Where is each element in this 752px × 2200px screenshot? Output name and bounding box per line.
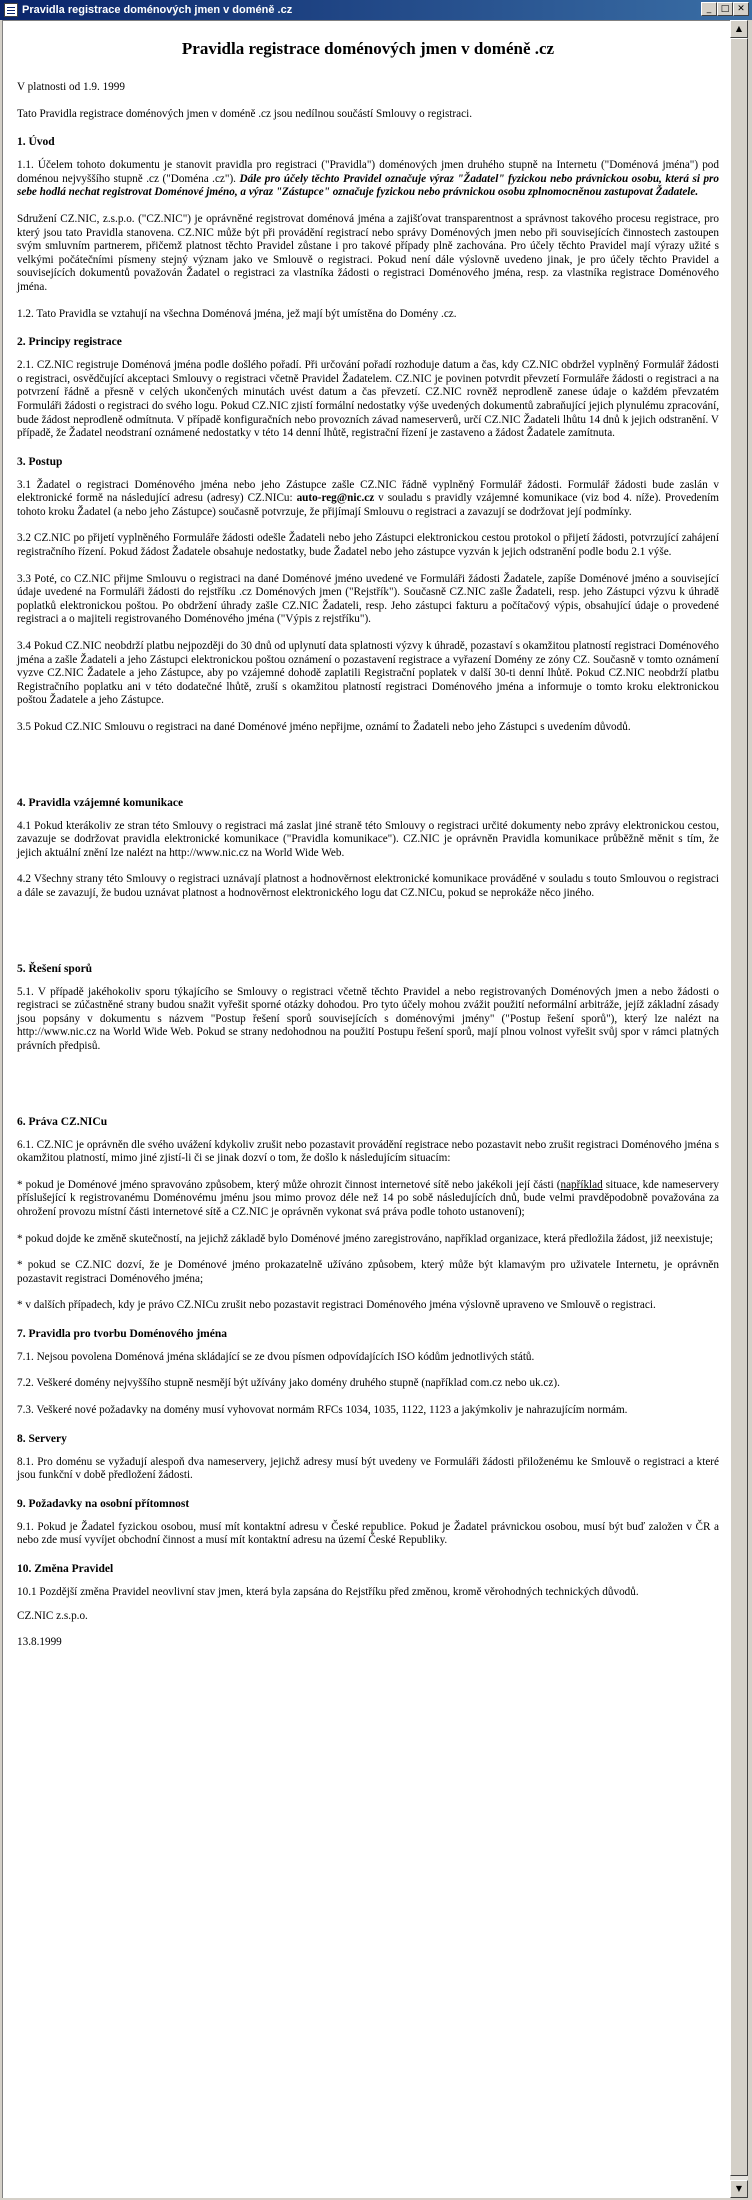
window-title: Pravidla registrace doménových jmen v doméně .cz bbox=[22, 4, 293, 16]
vertical-scrollbar[interactable] bbox=[730, 20, 748, 2198]
intro-paragraph: Tato Pravidla registrace doménových jmen v doméně .cz jsou nedílnou součástí Smlouvy o registraci. bbox=[17, 107, 472, 120]
signature: CZ.NIC z.s.p.o. bbox=[17, 1609, 88, 1622]
close-button[interactable]: ✕ bbox=[733, 2, 749, 16]
section-1-1-definitions: Dále pro účely těchto Pravidel označuje výraz "Žadatel" fyzickou nebo právnickou osobu, která si pro sebe hodlá nechat registrovat Doménové jméno, a výraz "Zástupce" označuje fyzickou nebo právnickou osobu zplnomocněnou zastupovat Žadatele. bbox=[17, 172, 719, 199]
section-6-bullet-1 bbox=[17, 1179, 719, 1220]
bullet-1-text-b: situace, kde nameservery příslušející k registrovanému Doménovému jménu jsou mimo provoz déle než 14 po sobě následujících dnů, bude velmi pravděpodobně považována za ohrožení provozu místní části internetové sítě a CZ.NIC je oprávněn vykonat svá práva podle tohoto ustanovení); bbox=[17, 1178, 719, 1218]
title-bar[interactable] bbox=[0, 0, 752, 20]
minimize-button[interactable]: _ bbox=[701, 2, 717, 16]
section-9-heading: 9. Požadavky na osobní přítomnost bbox=[17, 1497, 190, 1510]
section-1-cznic-paragraph: Sdružení CZ.NIC, z.s.p.o. ("CZ.NIC") je oprávněné registrovat doménová jména a zajišťovat transparentnost a správnost takového procesu registrace, pro který jsou tato Pravidla stanovena. CZ.NIC může být při provádění registrací nebo správy Doménových jmen nebo při souvisejících činnostech zastoupen svým smluvním partnerem, přičemž platnost těchto Pravidel zůstane i pro takové případy plně zachována. Pro účely těchto Pravidel mají výrazy užité s velkými počátečními písmeny stejný význam jako ve Smlouvě o registraci. Pokud není dále výslovně uvedeno jinak, je pro účely těchto Pravidel a souvisejících dokumentů považován Žadatel o registraci za vlastníka žádosti o registraci Doménového jména, resp. za vlastníka registrace Doménového jména. bbox=[17, 212, 719, 293]
section-3-1-text-b: v souladu s pravidly vzájemné komunikace (viz bod 4. níže). Provedením tohoto kroku Žadatel (a nebo jeho Zástupce) současně potvrzuje, že přijímají Smlouvu o registraci a zavazují se dodržovat její podmínky. bbox=[17, 492, 719, 518]
spacer bbox=[17, 748, 719, 782]
section-3-3-paragraph: 3.3 Poté, co CZ.NIC přijme Smlouvu o registraci na dané Doménové jméno uvedené ve Formuláři žádosti Žadatele, zapíše Doménové jméno a související údaje uvedené na Formuláři žádosti do rejstříku .cz Doménových jmen ("Rejstřík"). Současně CZ.NIC zašle Žadateli, resp. jeho Zástupci výzvu k úhradě poplatků elektronickou poštou. Po obdržení úhrady zašle CZ.NIC Žadateli, resp. Jeho zástupci fakturu a počítačový výpis, obsahující údaje o provedené registraci a o majiteli registrovaného Doménového jména ("Výpis z rejstříku"). bbox=[17, 572, 719, 626]
spacer bbox=[17, 914, 719, 948]
section-10-heading: 10. Změna Pravidel bbox=[17, 1563, 114, 1576]
scroll-thumb[interactable] bbox=[730, 38, 748, 2176]
section-10-1-paragraph: 10.1 Pozdější změna Pravidel neovlivní stav jmen, která byla zapsána do Rejstříku před změnou, kromě věrohodných technických důvodů. bbox=[17, 1586, 639, 1599]
section-6-1-paragraph: 6.1. CZ.NIC je oprávněn dle svého uvážení kdykoliv zrušit nebo pozastavit provádění registrace nebo pozastavit nebo zrušit registraci Doménového jména s okamžitou platností, mimo jiné zjistí-li či se jinak dozví o tom, že došlo k následujícím situacím: bbox=[17, 1138, 719, 1165]
section-7-heading: 7. Pravidla pro tvorbu Doménového jména bbox=[17, 1327, 227, 1340]
section-7-1-paragraph: 7.1. Nejsou povolena Doménová jména skládající se ze dvou písmen odpovídajících ISO kódům jednotlivých států. bbox=[17, 1350, 535, 1363]
section-8-1-paragraph: 8.1. Pro doménu se vyžadují alespoň dva nameservery, jejichž adresy musí být uvedeny ve Formuláři žádosti přiloženému ke Smlouvě o registraci a které jsou funkční v době předložení žádosti. bbox=[17, 1455, 719, 1482]
section-4-2-paragraph: 4.2 Všechny strany této Smlouvy o registraci uznávají platnost a hodnověrnost elektronické komunikace prováděné v souladu s touto Smlouvou o registraci a dále se zavazují, že budou uznávat platnost a hodnověrnost elektronického logu dat CZ.NICu, pokud se neprokáže něco jiného. bbox=[17, 873, 719, 899]
scroll-up-button[interactable]: ▲ bbox=[730, 20, 748, 38]
document-viewport[interactable] bbox=[2, 20, 730, 2198]
scroll-down-button[interactable]: ▼ bbox=[730, 2180, 748, 2198]
bullet-1-text-a: * pokud je Doménové jméno spravováno způsobem, který může ohrozit činnost internetové sítě nebo jakékoli její části ( bbox=[17, 1178, 561, 1191]
section-3-1-paragraph bbox=[17, 479, 719, 520]
section-6-bullet-2: * pokud dojde ke změně skutečností, na jejichž základě bylo Doménové jméno zaregistrováno, například organizace, která předložila žádost, již neexistuje; bbox=[17, 1232, 713, 1245]
document-title: Pravidla registrace doménových jmen v doméně .cz bbox=[181, 39, 555, 58]
spacer bbox=[17, 1067, 719, 1101]
section-3-1-text-a: 3.1 Žadatel o registraci Doménového jména nebo jeho Zástupce zašle CZ.NIC řádně vyplněný Formulář žádosti. Formulář žádosti bude zaslán v elektronické formě na následující adresu (adresy) CZ.NICu: bbox=[17, 478, 719, 505]
section-4-heading: 4. Pravidla vzájemné komunikace bbox=[17, 796, 184, 809]
section-2-heading: 2. Principy registrace bbox=[17, 336, 122, 349]
section-7-2-paragraph: 7.2. Veškeré domény nejvyššího stupně nesmějí být užívány jako domény druhého stupně (například com.cz nebo uk.cz). bbox=[17, 1377, 560, 1390]
section-8-heading: 8. Servery bbox=[17, 1432, 67, 1445]
section-5-1-paragraph: 5.1. V případě jakéhokoliv sporu týkajícího se Smlouvy o registraci včetně těchto Pravidel a nebo registrovaných Doménových jmen a nebo žádosti o registraci se zúčastněné strany budou snažit vyřešit sporné otázky dohodou. Pro tyto účely mohou zvážit použití neformální arbitráže, jejíž základní zásady jsou popsány v dokumentu s názvem "Postup řešení sporů souvisejících s doménovými jmény" ("Postup řešení sporů"), který lze nalézt na http://www.nic.cz na World Wide Web. Pokud se strany nedohodnou na použití Postupu řešení sporů, mají plnou volnost vyřešit svůj spor v rámci platných právních předpisů. bbox=[17, 985, 719, 1052]
section-5-heading: 5. Řešení sporů bbox=[17, 962, 93, 975]
section-3-5-paragraph: 3.5 Pokud CZ.NIC Smlouvu o registraci na dané Doménové jméno nepřijme, oznámí to Žadateli nebo jeho Zástupci s uvedením důvodů. bbox=[17, 721, 631, 733]
section-3-heading: 3. Postup bbox=[17, 455, 63, 468]
section-1-1-text: 1.1. Účelem tohoto dokumentu je stanovit pravidla pro registraci ("Pravidla") doménových jmen druhého stupně na Internetu ("Doménová jména") pod doménou nejvyššího stupně .cz ("Doména .cz"). bbox=[17, 159, 719, 185]
bullet-1-underlined: například bbox=[560, 1178, 603, 1191]
section-6-bullet-3: * pokud se CZ.NIC dozví, že je Doménové jméno prokazatelně užíváno způsobem, který může být klamavým pro uživatele Internetu, je oprávněn pozastavit registraci Doménového jména; bbox=[17, 1259, 719, 1285]
section-6-heading: 6. Práva CZ.NICu bbox=[17, 1115, 108, 1128]
section-1-heading: 1. Úvod bbox=[17, 136, 55, 149]
section-6-bullet-4: * v dalších případech, kdy je právo CZ.NICu zrušit nebo pozastavit registraci Doménového jména výslovně upraveno ve Smlouvě o registraci. bbox=[17, 1299, 656, 1312]
document-icon bbox=[4, 3, 18, 17]
section-7-3-paragraph: 7.3. Veškeré nové požadavky na domény musí vyhovovat normám RFCs 1034, 1035, 1122, 1123 a jakýmkoliv je nahrazujícím normám. bbox=[17, 1404, 628, 1417]
document bbox=[17, 35, 719, 1663]
section-2-1-paragraph: 2.1. CZ.NIC registruje Doménová jména podle došlého pořadí. Při určování pořadí rozhoduje datum a čas, kdy CZ.NIC obdržel vyplněný Formulář žádosti o registraci, osvědčující akceptaci Smlouvy o registraci včetně Pravidel Žadatelem. CZ.NIC je povinen potvrdit převzetí Formuláře žádosti o registraci a na potvrzení řádně a přesně v celých ukončených minutách uvést datum a čas převzetí. CZ.NIC rovněž neprodleně zanese údaje o každém převzatém Formuláři žádosti o registraci do svého logu. Pokud CZ.NIC zjistí formální nedostatky výše uvedených dokumentů zabraňující jejich plynulému zpracování, bude žádost neprodleně odmítnuta. V případě konfiguračních nebo provozních závad nameserverů, určí CZ.NIC Žadateli lhůtu 14 dnů k jejich odstranění. V případě, že Žadatel neodstraní oznámené nedostatky v této 14 denní lhůtě, registrační řízení je zastaveno a žádost Žadatele zamítnuta. bbox=[17, 359, 719, 440]
validity-date: V platnosti od 1.9. 1999 bbox=[17, 81, 125, 93]
registration-email: auto-reg@nic.cz bbox=[296, 492, 375, 505]
section-3-4-paragraph: 3.4 Pokud CZ.NIC neobdrží platbu nejpozději do 30 dnů od uplynutí data splatnosti výzvy k úhradě, pozastaví s okamžitou platností registraci Doménového jména a zašle Žadateli a jeho Zástupci elektronickou poštou oznámení o pozastavení registrace a vyřazení Domény ze zóny CZ. Současně v tomto oznámení vyzve CZ.NIC Žadatele a jeho Zástupce, aby po vzájemné dohodě zaplatili Registrační poplatek v další 30-ti denní lhůtě. Pokud CZ.NIC neobdrží platbu Registračního poplatku ani v této dodatečné lhůtě, zruší s okamžitou platností registraci Doménového jména a informuje o tomto kroku elektronickou poštou Žadatele a jeho Zástupce. bbox=[17, 640, 719, 707]
section-4-1-paragraph: 4.1 Pokud kterákoliv ze stran této Smlouvy o registraci má zaslat jiné straně této Smlouvy o registraci určité dokumenty nebo zprávy elektronickou cestou, zavazuje se dodržovat pravidla elektronické komunikace ("Pravidla komunikace"). CZ.NIC je oprávněn Pravidla komunikace průběžně měnit s tím, že jejich aktuální znění lze nalézt na http://www.nic.cz na World Wide Web. bbox=[17, 819, 719, 859]
section-9-1-paragraph: 9.1. Pokud je Žadatel fyzickou osobou, musí mít kontaktní adresu v České republice. Pokud je Žadatel právnickou osobou, musí být buď založen v ČR a nebo zde musí vyvíjet obchodní činnost a musí mít kontaktní adresu na území České Republiky. bbox=[17, 1520, 719, 1547]
section-1-2-paragraph: 1.2. Tato Pravidla se vztahují na všechna Doménová jména, jež mají být umístěna do Domény .cz. bbox=[17, 307, 457, 320]
maximize-button[interactable]: □ bbox=[717, 2, 733, 16]
section-3-2-paragraph: 3.2 CZ.NIC po přijetí vyplněného Formuláře žádosti odešle Žadateli nebo jeho Zástupci elektronickou cestou protokol o přijetí žádosti, potvrzující zahájení registračního řízení. Pokud žádost Žadatele obsahuje nedostatky, bude Žadatel nebo jeho zástupce vyzván k jejich odstranění podle bodu 2.1 výše. bbox=[17, 532, 719, 559]
document-date: 13.8.1999 bbox=[17, 1636, 62, 1649]
section-1-1-paragraph bbox=[17, 159, 719, 200]
